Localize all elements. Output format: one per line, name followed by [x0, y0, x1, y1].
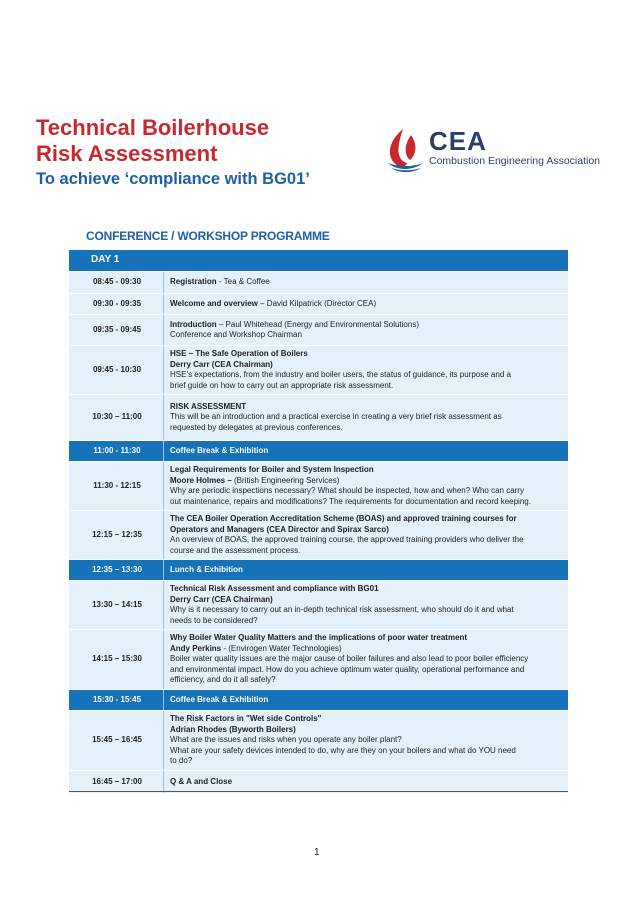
session-row — [69, 346, 568, 395]
description-text: brief guide on how to carry out an appropriate risk assessment. — [170, 380, 394, 390]
description-bold-text: Legal Requirements for Boiler and System Inspection — [170, 465, 374, 474]
description-line — [170, 381, 564, 392]
description-text: This will be an introduction and a practical exercise in creating a very brief risk assessment as — [170, 412, 502, 422]
day-header-row — [69, 250, 568, 272]
break-row — [69, 560, 568, 581]
session-time: 13:30 – 14:15 — [69, 581, 164, 630]
description-line — [170, 525, 564, 536]
description-line — [170, 446, 564, 457]
description-line — [170, 633, 564, 644]
description-line — [170, 320, 564, 331]
session-description — [164, 581, 569, 630]
document-title — [36, 115, 310, 167]
description-line — [170, 497, 564, 508]
session-description — [164, 315, 569, 346]
session-time: 12:15 – 12:35 — [69, 511, 164, 560]
description-line — [170, 423, 564, 434]
description-line — [170, 616, 564, 627]
session-time: 15:30 - 15:45 — [69, 690, 164, 711]
flame-logo-icon — [383, 127, 427, 173]
description-bold-text: The Risk Factors in "Wet side Controls" — [170, 714, 322, 724]
description-text: requested by delegates at previous conferences. — [170, 422, 343, 432]
day-label: DAY 1 — [69, 250, 568, 272]
description-text: What are your safety devices intended to do, why are they on your boilers and what do YOU need — [170, 745, 516, 755]
description-line — [170, 486, 564, 497]
session-row — [69, 395, 568, 441]
description-text: course and the assessment process. — [170, 545, 301, 555]
description-text: to do? — [170, 756, 193, 766]
description-bold-text: The CEA Boiler Operation Accreditation Scheme (BOAS) and approved training courses for — [170, 514, 517, 523]
session-time: 11:00 - 11:30 — [69, 441, 164, 462]
description-line — [170, 714, 564, 725]
description-line — [170, 535, 564, 546]
description-bold-text: Moore Holmes – — [170, 475, 232, 485]
description-bold-text: Q & A and Close — [170, 776, 233, 786]
description-line — [170, 644, 564, 655]
title-line-2: Risk Assessment — [36, 141, 218, 166]
session-row — [69, 294, 568, 315]
description-bold-text: RISK ASSESSMENT — [170, 401, 247, 411]
description-line — [170, 299, 564, 310]
description-line — [170, 465, 564, 476]
description-bold-text: Coffee Break & Exhibition — [170, 694, 269, 704]
description-text: - Tea & Coffee — [216, 277, 270, 287]
description-line — [170, 595, 564, 606]
programme-body — [69, 250, 568, 794]
document-title-block — [36, 115, 310, 189]
description-line — [170, 277, 564, 288]
description-text: An overview of BOAS, the approved training course, the approved training providers who deliver the — [170, 535, 524, 544]
description-line — [170, 412, 564, 423]
description-line — [170, 605, 564, 616]
description-text: (British Engineering Services) — [231, 475, 340, 485]
session-row — [69, 315, 568, 346]
description-text: HSE’s expectations, from the industry and boiler users, the status of guidance, its purpose and a — [170, 370, 511, 379]
description-bold-text: Operators and Managers (CEA Director and Spirax Sarco) — [170, 524, 389, 534]
logo-wordmark — [429, 127, 600, 167]
break-row — [69, 690, 568, 711]
description-bold-text: Registration — [170, 277, 217, 287]
description-line — [170, 360, 564, 371]
session-row — [69, 630, 568, 690]
session-row — [69, 711, 568, 771]
session-description — [164, 711, 569, 771]
session-time: 10:30 – 11:00 — [69, 395, 164, 441]
session-row — [69, 511, 568, 560]
description-line — [170, 402, 564, 413]
logo-name: CEA — [429, 126, 487, 156]
logo-tagline: Combustion Engineering Association — [429, 155, 601, 167]
break-row — [69, 441, 568, 462]
description-text: - (Envirogen Water Technologies) — [221, 643, 342, 653]
description-text: Why are periodic inspections necessary? What should be inspected, how and when? Who can carry — [170, 486, 524, 495]
session-time: 09:35 - 09:45 — [69, 315, 164, 346]
session-description — [164, 441, 569, 462]
session-description — [164, 511, 569, 560]
programme-heading: CONFERENCE / WORKSHOP PROGRAMME — [86, 229, 330, 243]
session-time: 08:45 - 09:30 — [69, 272, 164, 294]
description-bold-text: Welcome and overview — [170, 298, 258, 308]
description-bold-text: Coffee Break & Exhibition — [170, 445, 269, 455]
page-number: 1 — [314, 847, 320, 858]
description-line — [170, 695, 564, 706]
description-line — [170, 330, 564, 341]
session-description — [164, 690, 569, 711]
description-line — [170, 665, 564, 676]
programme-table — [69, 250, 568, 794]
session-time: 14:15 – 15:30 — [69, 630, 164, 690]
description-line — [170, 654, 564, 665]
description-line — [170, 725, 564, 736]
description-line — [170, 476, 564, 487]
session-time: 16:45 – 17:00 — [69, 771, 164, 794]
description-bold-text: Derry Carr (CEA Chairman) — [170, 594, 273, 604]
description-line — [170, 675, 564, 686]
session-description — [164, 294, 569, 315]
description-bold-text: Introduction — [170, 319, 217, 329]
document-subtitle: To achieve ‘compliance with BG01’ — [36, 170, 310, 188]
description-text: Boiler water quality issues are the major cause of boiler failures and also lead to poor boiler efficiency — [170, 654, 529, 664]
description-line — [170, 777, 564, 788]
session-time: 12:35 – 13:30 — [69, 560, 164, 581]
session-description — [164, 630, 569, 690]
description-bold-text: Derry Carr (CEA Chairman) — [170, 359, 273, 369]
description-text: needs to be considered? — [170, 615, 258, 625]
session-row — [69, 581, 568, 630]
session-time: 11:30 - 12:15 — [69, 462, 164, 511]
description-line — [170, 349, 564, 360]
title-line-1: Technical Boilerhouse — [36, 115, 270, 140]
description-bold-text: Why Boiler Water Quality Matters and the implications of poor water treatment — [170, 633, 468, 643]
description-text: Why is it necessary to carry out an in-depth technical risk assessment, who should do it and what — [170, 605, 514, 614]
session-description — [164, 462, 569, 511]
session-description — [164, 272, 569, 294]
session-row — [69, 462, 568, 511]
description-bold-text: HSE – The Safe Operation of Boilers — [170, 349, 308, 358]
description-text: What are the issues and risks when you operate any boiler plant? — [170, 735, 402, 745]
cea-logo — [383, 126, 601, 173]
description-line — [170, 746, 564, 757]
description-bold-text: Andy Perkins — [170, 643, 222, 653]
description-bold-text: Lunch & Exhibition — [170, 564, 243, 574]
description-line — [170, 565, 564, 576]
session-description — [164, 560, 569, 581]
description-text: out maintenance, repairs and modifications? The requirements for documentation and record keeping. — [170, 496, 531, 506]
description-line — [170, 370, 564, 381]
description-text: Conference and Workshop Chairman — [170, 330, 302, 339]
description-line — [170, 514, 564, 525]
description-bold-text: Adrian Rhodes (Byworth Boilers) — [170, 724, 296, 734]
description-line — [170, 546, 564, 557]
description-bold-text: Technical Risk Assessment and compliance with BG01 — [170, 584, 379, 593]
session-time: 15:45 – 16:45 — [69, 711, 164, 771]
session-row — [69, 272, 568, 294]
description-text: – Paul Whitehead (Energy and Environmental Solutions) — [216, 319, 419, 329]
session-description — [164, 346, 569, 395]
session-description — [164, 395, 569, 441]
session-time: 09:45 - 10:30 — [69, 346, 164, 395]
table-bottom-border — [69, 791, 568, 792]
description-line — [170, 756, 564, 767]
description-text: and environmental impact. How do you achieve optimum water quality, operational performance and — [170, 664, 525, 674]
description-text: efficiency, and do it all safely? — [170, 675, 276, 685]
description-text: – David Kilpatrick (Director CEA) — [257, 298, 377, 308]
description-line — [170, 735, 564, 746]
description-line — [170, 584, 564, 595]
session-time: 09:30 - 09:35 — [69, 294, 164, 315]
